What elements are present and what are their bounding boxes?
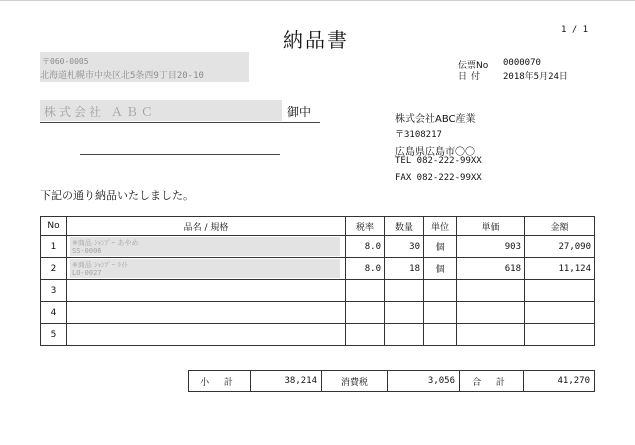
table-row (41, 280, 595, 302)
row-unit (424, 302, 457, 324)
row-no: 2 (41, 258, 67, 280)
sender-company: 株式会社ABC産業 (395, 114, 476, 125)
product-field (70, 259, 340, 278)
table-row (41, 258, 595, 280)
row-unit (424, 280, 457, 302)
recipient-underline (40, 122, 320, 123)
row-amount: 27,090 (525, 236, 595, 258)
row-amount (525, 302, 595, 324)
row-product (67, 302, 346, 324)
row-unit: 個 (424, 236, 457, 258)
blank-underline (80, 154, 280, 155)
issue-date: 2018年5月24日 (503, 72, 568, 82)
row-amount: 11,124 (525, 258, 595, 280)
product-name: ※商品 ｼｬﾝﾌﾟｰ あやめ (72, 239, 139, 247)
row-unit-price (457, 280, 525, 302)
row-quantity (385, 302, 424, 324)
subtotal-value: 38,214 (251, 371, 322, 392)
page-number: 1 / 1 (561, 25, 589, 35)
subtotal-label: 小 計 (189, 371, 251, 392)
top-border (0, 0, 635, 1)
honorific: 御中 (287, 105, 312, 119)
row-tax-rate: 8.0 (346, 258, 385, 280)
recipient-name: 株式会社 ＡＢＣ (44, 105, 156, 119)
items-header-row (41, 217, 595, 236)
total-value: 41,270 (524, 371, 595, 392)
row-tax-rate (346, 324, 385, 346)
tax-label: 消費税 (322, 371, 388, 392)
sender-postal: 〒3108217 (395, 130, 442, 140)
delivery-notice: 下記の通り納品いたしました。 (40, 189, 194, 202)
row-tax-rate (346, 280, 385, 302)
row-unit-price (457, 302, 525, 324)
totals-row (189, 371, 595, 392)
product-field (70, 237, 340, 256)
col-header-no: No (41, 217, 67, 236)
row-amount (525, 280, 595, 302)
row-product (67, 280, 346, 302)
row-quantity (385, 324, 424, 346)
table-row (41, 324, 595, 346)
row-no: 5 (41, 324, 67, 346)
row-no: 3 (41, 280, 67, 302)
row-product (67, 258, 346, 280)
table-row (41, 302, 595, 324)
total-label: 合 計 (460, 371, 524, 392)
col-header-tax-rate: 税率 (346, 217, 385, 236)
tax-value: 3,056 (388, 371, 460, 392)
row-unit-price (457, 324, 525, 346)
col-header-unit-price: 単価 (457, 217, 525, 236)
table-row (41, 236, 595, 258)
doc-number-label: 伝票No (458, 61, 489, 71)
row-unit: 個 (424, 258, 457, 280)
row-unit-price: 903 (457, 236, 525, 258)
row-unit-price: 618 (457, 258, 525, 280)
row-quantity (385, 280, 424, 302)
row-no: 4 (41, 302, 67, 324)
row-amount (525, 324, 595, 346)
row-product (67, 236, 346, 258)
items-table (40, 216, 595, 346)
row-quantity: 18 (385, 258, 424, 280)
row-no: 1 (41, 236, 67, 258)
sender-tel: TEL 082-222-99XX (395, 156, 482, 166)
row-quantity: 30 (385, 236, 424, 258)
row-unit (424, 324, 457, 346)
row-tax-rate (346, 302, 385, 324)
totals-table (188, 370, 595, 392)
row-product (67, 324, 346, 346)
recipient-postal: 〒060-0005 (42, 57, 89, 66)
product-code: SS-0006 (72, 247, 102, 255)
sender-address: 広島県広島市〇〇 (395, 147, 475, 158)
document-title: 納品書 (283, 28, 349, 52)
recipient-address: 北海道札幌市中央区北5条西9丁目20-10 (40, 71, 204, 81)
product-name: ※商品 ｼｬﾝﾌﾟｰ ﾗｲﾄ (72, 261, 128, 269)
row-tax-rate: 8.0 (346, 236, 385, 258)
doc-number: 0000070 (503, 58, 541, 68)
col-header-unit: 単位 (424, 217, 457, 236)
col-header-amount: 金額 (525, 217, 595, 236)
date-label: 日付 (458, 72, 485, 82)
sender-fax: FAX 082-222-99XX (395, 173, 482, 183)
col-header-quantity: 数量 (385, 217, 424, 236)
col-header-name: 品名 / 規格 (67, 217, 346, 236)
product-code: LO-0027 (72, 269, 102, 277)
